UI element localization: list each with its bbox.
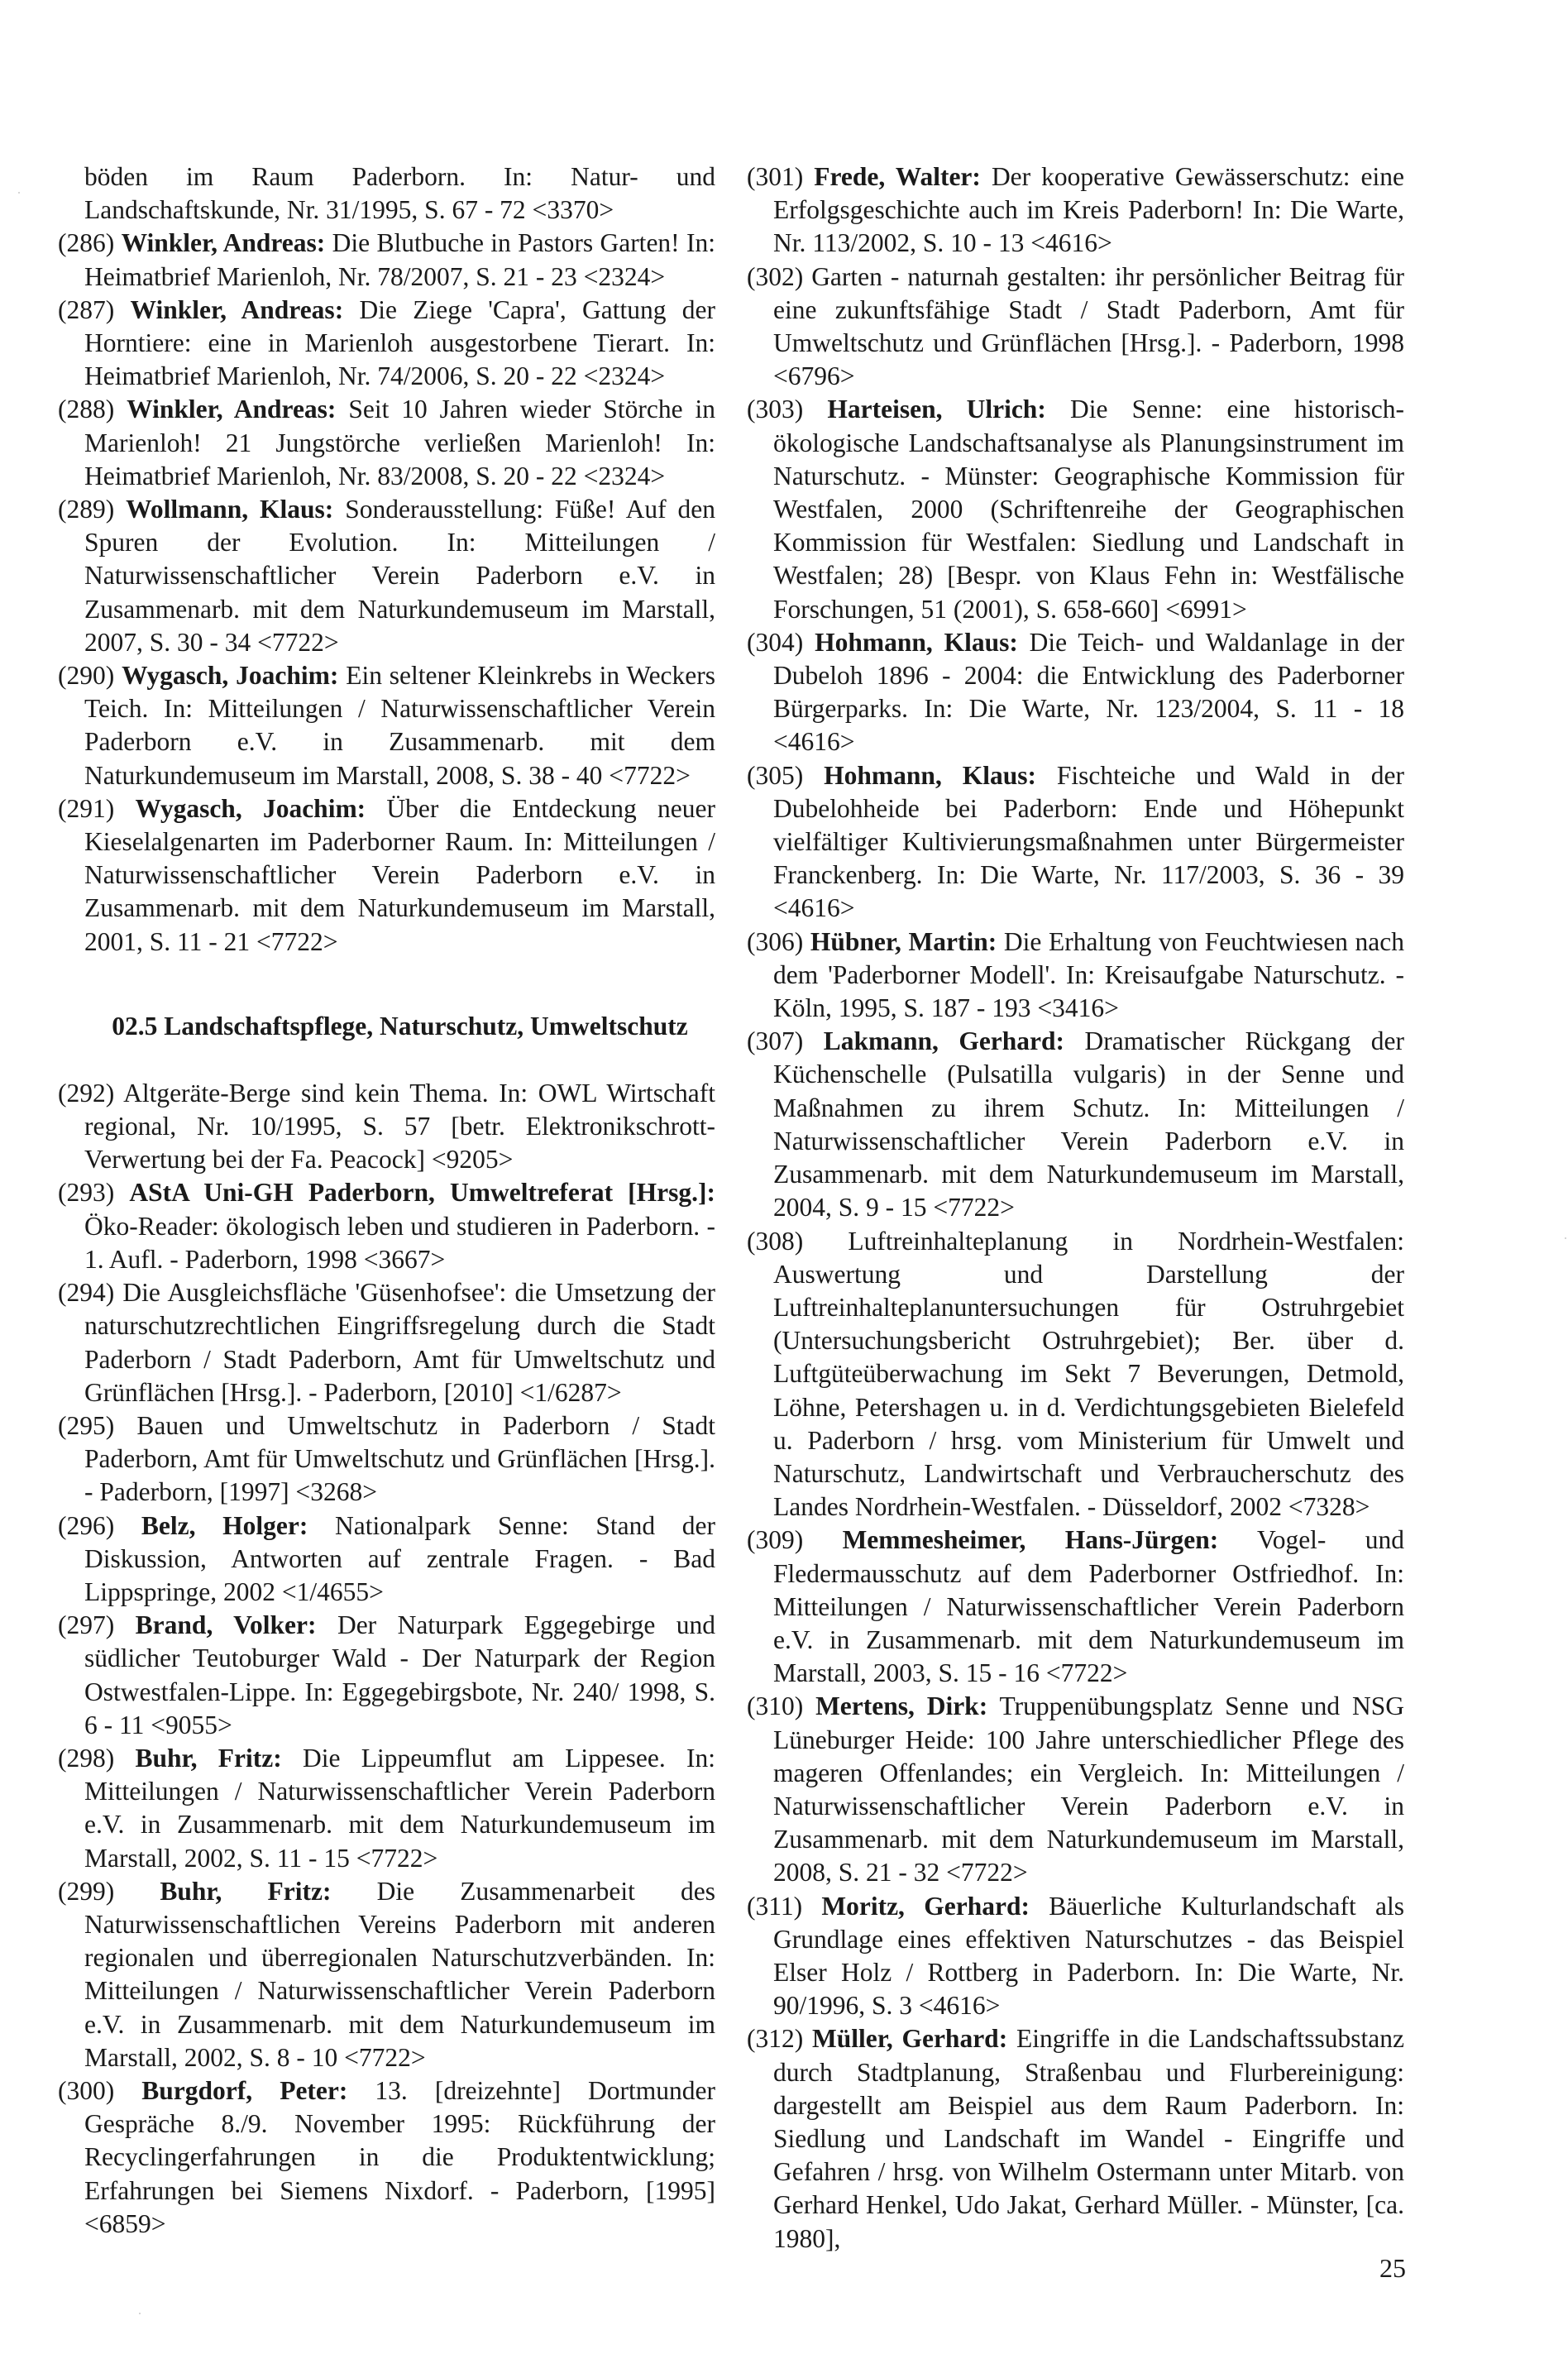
entry-author: Winkler, Andreas: — [127, 395, 337, 424]
entry-number: (308) — [747, 1226, 804, 1256]
entry-text: Öko-Reader: ökologisch leben und studieren in Paderborn. - 1. Aufl. - Paderborn, 1998 <3667> — [84, 1211, 715, 1274]
entry-text: Die Teich- und Waldanlage in der Dubeloh 1896 - 2004: die Entwicklung des Paderborner Bürgerparks. In: Die Warte, Nr. 123/2004, S. 11 - 18 <4616> — [773, 627, 1405, 757]
entry-text: Fischteiche und Wald in der Dubelohheide bei Paderborn: Ende und Höhepunkt vielfältiger Kultivierungsmaßnahmen unter Bürgermeister Franckenberg. In: Die Warte, Nr. 117/2003, S. 36 - 39 <4616> — [773, 760, 1405, 923]
bibliography-entry — [58, 1077, 715, 1177]
entry-text: Garten - naturnah gestalten: ihr persönlicher Beitrag für eine zukunftsfähige Stadt / Stadt Paderborn, Amt für Umweltschutz und Grünflächen [Hrsg.]. - Paderborn, 1998 <6796> — [773, 261, 1405, 391]
entry-text: Die Ausgleichsfläche 'Güsenhofsee': die Umsetzung der naturschutzrechtlichen Eingriffsregelung durch die Stadt Paderborn / Stadt Paderborn, Amt für Umweltschutz und Grünflächen [Hrsg.]. - Paderborn, [2010] <1/6287> — [84, 1278, 715, 1407]
entry-number: (291) — [58, 793, 115, 823]
entry-text: Über die Entdeckung neuer Kieselalgenarten im Paderborner Raum. In: Mitteilungen / Naturwissenschaftlicher Verein Paderborn e.V. in Zusammenarb. mit dem Naturkundemuseum im Marstall, 2001, S. 11 - 21 <7722> — [84, 793, 716, 956]
entry-number: (304) — [747, 627, 804, 657]
bibliography-entry — [747, 160, 1404, 261]
bibliography-entry — [747, 2022, 1404, 2255]
entry-text: Der kooperative Gewässerschutz: eine Erfolgsgeschichte auch im Kreis Paderborn! In: Die Warte, Nr. 113/2002, S. 10 - 13 <4616> — [773, 162, 1405, 258]
entry-number: (303) — [747, 395, 804, 424]
bibliography-entry — [58, 792, 715, 959]
entry-number: (293) — [58, 1178, 115, 1208]
entry-text: Die Erhaltung von Feuchtwiesen nach dem 'Paderborner Modell'. In: Kreisaufgabe Naturschutz. - Köln, 1995, S. 187 - 193 <3416> — [773, 926, 1405, 1023]
entry-author: Wollmann, Klaus: — [126, 495, 334, 524]
entry-number: (302) — [747, 261, 804, 291]
entry-text: Sonderausstellung: Füße! Auf den Spuren der Evolution. In: Mitteilungen / Naturwissenschaftlicher Verein Paderborn e.V. in Zusammenarb. mit dem Naturkundemuseum im Marstall, 2007, S. 30 - 34 <7722> — [84, 495, 715, 657]
entry-author: Winkler, Andreas: — [121, 228, 326, 258]
entry-author: Winkler, Andreas: — [130, 294, 344, 324]
continued-entry: böden im Raum Paderborn. In: Natur- und Landschaftskunde, Nr. 31/1995, S. 67 - 72 <3370> — [84, 162, 715, 225]
entry-number: (292) — [58, 1078, 115, 1108]
bibliography-entry — [58, 1609, 715, 1742]
bibliography-entry — [58, 1875, 715, 2074]
entry-number: (286) — [58, 228, 115, 258]
entries-after-heading — [58, 1077, 715, 2241]
entries-before-heading — [58, 227, 715, 958]
entry-number: (305) — [747, 760, 804, 790]
entry-number: (301) — [747, 162, 804, 191]
entry-author: Wygasch, Joachim: — [135, 793, 366, 823]
entry-text: Altgeräte-Berge sind kein Thema. In: OWL Wirtschaft regional, Nr. 10/1995, S. 57 [betr. Elektronikschrott-Verwertung bei der Fa. Peacock] <9205> — [84, 1078, 715, 1175]
entry-text: Truppenübungsplatz Senne und NSG Lüneburger Heide: 100 Jahre unterschiedlicher Pflege des mageren Offenlandes; ein Vergleich. In: Mitteilungen / Naturwissenschaftlicher Verein Paderborn e.V. in Zusammenarb. mit dem Naturkundemuseum im Marstall, 2008, S. 21 - 32 <7722> — [773, 1691, 1405, 1888]
bibliography-entry — [747, 1890, 1404, 2023]
entry-text: Eingriffe in die Landschaftssubstanz durch Stadtplanung, Straßenbau und Flurbereinigung: dargestellt am Beispiel aus dem Raum Paderborn. In: Siedlung und Landschaft im Wandel - Eingriffe und Gefahren / hrsg. von Wilhelm Ostermann unter Mitarb. von Gerhard Henkel, Udo Jakat, Gerhard Müller. - Münster, [ca. 1980], — [773, 2024, 1405, 2253]
entry-number: (311) — [747, 1891, 803, 1921]
entry-author: Lakmann, Gerhard: — [823, 1026, 1065, 1056]
bibliography-entry — [58, 493, 715, 659]
entry-author: Hohmann, Klaus: — [824, 760, 1036, 790]
bibliography-entry — [58, 1742, 715, 1875]
entry-text: Bäuerliche Kulturlandschaft als Grundlage eines effektiven Naturschutzes - das Beispiel Elser Holz / Rottberg in Paderborn. In: Die Warte, Nr. 90/1996, S. 3 <4616> — [773, 1891, 1405, 2021]
bibliography-entry — [747, 926, 1404, 1026]
entry-author: Brand, Volker: — [135, 1610, 317, 1640]
bibliography-entry — [58, 294, 715, 394]
entry-text: Die Ziege 'Capra', Gattung der Horntiere: eine in Marienloh ausgestorbene Tierart. In: Heimatbrief Marienloh, Nr. 74/2006, S. 20 - 22 <2324> — [84, 294, 715, 391]
entry-author: Memmesheimer, Hans-Jürgen: — [842, 1525, 1219, 1555]
bibliography-entry — [747, 393, 1404, 625]
scan-speck — [18, 192, 20, 194]
right-entries — [747, 160, 1404, 2256]
section-heading: 02.5 Landschaftspflege, Naturschutz, Umweltschutz — [112, 1011, 688, 1041]
entry-text: Die Lippeumflut am Lippesee. In: Mitteilungen / Naturwissenschaftlicher Verein Paderborn e.V. in Zusammenarb. mit dem Naturkundemuseum im Marstall, 2002, S. 11 - 15 <7722> — [84, 1743, 716, 1873]
entry-number: (296) — [58, 1510, 115, 1540]
entry-number: (294) — [58, 1278, 115, 1308]
bibliography-entry — [747, 759, 1404, 926]
entry-author: Mertens, Dirk: — [815, 1691, 988, 1721]
entry-number: (297) — [58, 1610, 115, 1640]
entry-number: (287) — [58, 294, 115, 324]
entry-author: Müller, Gerhard: — [812, 2024, 1008, 2054]
bibliography-entry — [747, 1025, 1404, 1224]
entry-number: (290) — [58, 661, 115, 691]
left-column — [58, 160, 715, 2241]
entry-author: Hohmann, Klaus: — [815, 627, 1018, 657]
entry-author: Moritz, Gerhard: — [821, 1891, 1030, 1921]
bibliography-entry — [747, 1524, 1404, 1690]
entry-number: (306) — [747, 926, 804, 956]
entry-text: Ein seltener Kleinkrebs in Weckers Teich. In: Mitteilungen / Naturwissenschaftlicher Verein Paderborn e.V. in Zusammenarb. mit dem Naturkundemuseum im Marstall, 2008, S. 38 - 40 <7722> — [84, 661, 716, 790]
entry-number: (298) — [58, 1743, 115, 1773]
bibliography-entry — [58, 227, 715, 293]
entry-text: Der Naturpark Eggegebirge und südlicher Teutoburger Wald - Der Naturpark der Region Ostwestfalen-Lippe. In: Eggegebirgsbote, Nr. 240/ 1998, S. 6 - 11 <9055> — [84, 1610, 716, 1739]
entry-author: Harteisen, Ulrich: — [827, 395, 1046, 424]
page-number: 25 — [1379, 2253, 1406, 2283]
bibliography-entry — [747, 1690, 1404, 1889]
entry-number: (295) — [58, 1410, 115, 1440]
bibliography-entry — [747, 626, 1404, 759]
entry-number: (312) — [747, 2024, 804, 2054]
entry-number: (300) — [58, 2075, 115, 2105]
entry-number: (289) — [58, 495, 115, 524]
entry-text: Die Senne: eine historisch-ökologische Landschaftsanalyse als Planungsinstrument im Naturschutz. - Münster: Geographische Kommission für Westfalen, 2000 (Schriftenreihe der Geographischen Kommission für Westfalen: Siedlung und Landschaft in Westfalen; 28) [Bespr. von Klaus Fehn in: Westfälische Forschungen, 51 (2001), S. 658-660] <6991> — [773, 395, 1405, 624]
entry-text: Vogel- und Fledermausschutz auf dem Paderborner Ostfriedhof. In: Mitteilungen / Naturwissenschaftlicher Verein Paderborn e.V. in Zusammenarb. mit dem Naturkundemuseum im Marstall, 2003, S. 15 - 16 <7722> — [773, 1525, 1404, 1688]
right-column — [747, 160, 1404, 2256]
entry-author: Hübner, Martin: — [810, 926, 997, 956]
entry-author: Buhr, Fritz: — [135, 1743, 282, 1773]
bibliography-entry — [58, 1176, 715, 1276]
entry-number: (307) — [747, 1026, 804, 1056]
scan-speck — [1565, 1237, 1566, 1239]
bibliography-entry — [747, 1225, 1404, 1524]
entry-number: (288) — [58, 395, 115, 424]
entry-text: Nationalpark Senne: Stand der Diskussion, Antworten auf zentrale Fragen. - Bad Lippspringe, 2002 <1/4655> — [84, 1510, 716, 1606]
bibliography-entry — [58, 1276, 715, 1409]
entry-text: Dramatischer Rückgang der Küchenschelle (Pulsatilla vulgaris) in der Senne und Maßnahmen zu ihrem Schutz. In: Mitteilungen / Naturwissenschaftlicher Verein Paderborn e.V. in Zusammenarb. mit dem Naturkundemuseum im Marstall, 2004, S. 9 - 15 <7722> — [773, 1026, 1405, 1222]
bibliography-entry — [58, 2074, 715, 2241]
bibliography-entry — [58, 1409, 715, 1510]
entry-text: Die Blutbuche in Pastors Garten! In: Heimatbrief Marienloh, Nr. 78/2007, S. 21 - 23 <2324> — [84, 228, 715, 291]
entry-text: 13. [dreizehnte] Dortmunder Gespräche 8./9. November 1995: Rückführung der Recyclingerfahrungen in die Produktentwicklung; Erfahrungen bei Siemens Nixdorf. - Paderborn, [1995] <6859> — [84, 2075, 715, 2238]
entry-text: Seit 10 Jahren wieder Störche in Marienloh! 21 Jungstörche verließen Marienloh! In: Heimatbrief Marienloh, Nr. 83/2008, S. 20 - 22 <2324> — [84, 395, 716, 490]
entry-number: (309) — [747, 1525, 804, 1555]
bibliography-entry — [747, 261, 1404, 394]
scan-speck — [139, 2313, 141, 2314]
entry-number: (299) — [58, 1876, 115, 1906]
bibliography-entry — [58, 393, 715, 493]
entry-author: Belz, Holger: — [141, 1510, 308, 1540]
entry-author: Buhr, Fritz: — [160, 1876, 332, 1906]
bibliography-entry — [58, 1510, 715, 1610]
entry-text: Die Zusammenarbeit des Naturwissenschaftlichen Vereins Paderborn mit anderen regionalen und überregionalen Naturschutzverbänden. In: Mitteilungen / Naturwissenschaftlicher Verein Paderborn e.V. in Zusammenarb. mit dem Naturkundemuseum im Marstall, 2002, S. 8 - 10 <7722> — [84, 1876, 716, 2072]
entry-author: Wygasch, Joachim: — [122, 661, 339, 691]
entry-number: (310) — [747, 1691, 804, 1721]
entry-text: Bauen und Umweltschutz in Paderborn / Stadt Paderborn, Amt für Umweltschutz und Grünflächen [Hrsg.]. - Paderborn, [1997] <3268> — [84, 1410, 715, 1507]
entry-author: Burgdorf, Peter: — [141, 2075, 348, 2105]
entry-text: Luftreinhalteplanung in Nordrhein-Westfalen: Auswertung und Darstellung der Luftreinhalteplanuntersuchungen für Ostruhrgebiet (Untersuchungsbericht Ostruhrgebiet); Ber. über d. Luftgüteüberwachung im Sekt 7 Beverungen, Detmold, Löhne, Petershagen u. in d. Verdichtungsgebieten Bielefeld u. Paderborn / hrsg. vom Ministerium für Umwelt und Naturschutz, Landwirtschaft und Verbraucherschutz des Landes Nordrhein-Westfalen. - Düsseldorf, 2002 <7328> — [773, 1226, 1405, 1522]
entry-author: AStA Uni-GH Paderborn, Umweltreferat [Hrsg.]: — [129, 1178, 716, 1208]
bibliography-entry — [58, 659, 715, 792]
entry-author: Frede, Walter: — [814, 162, 981, 191]
